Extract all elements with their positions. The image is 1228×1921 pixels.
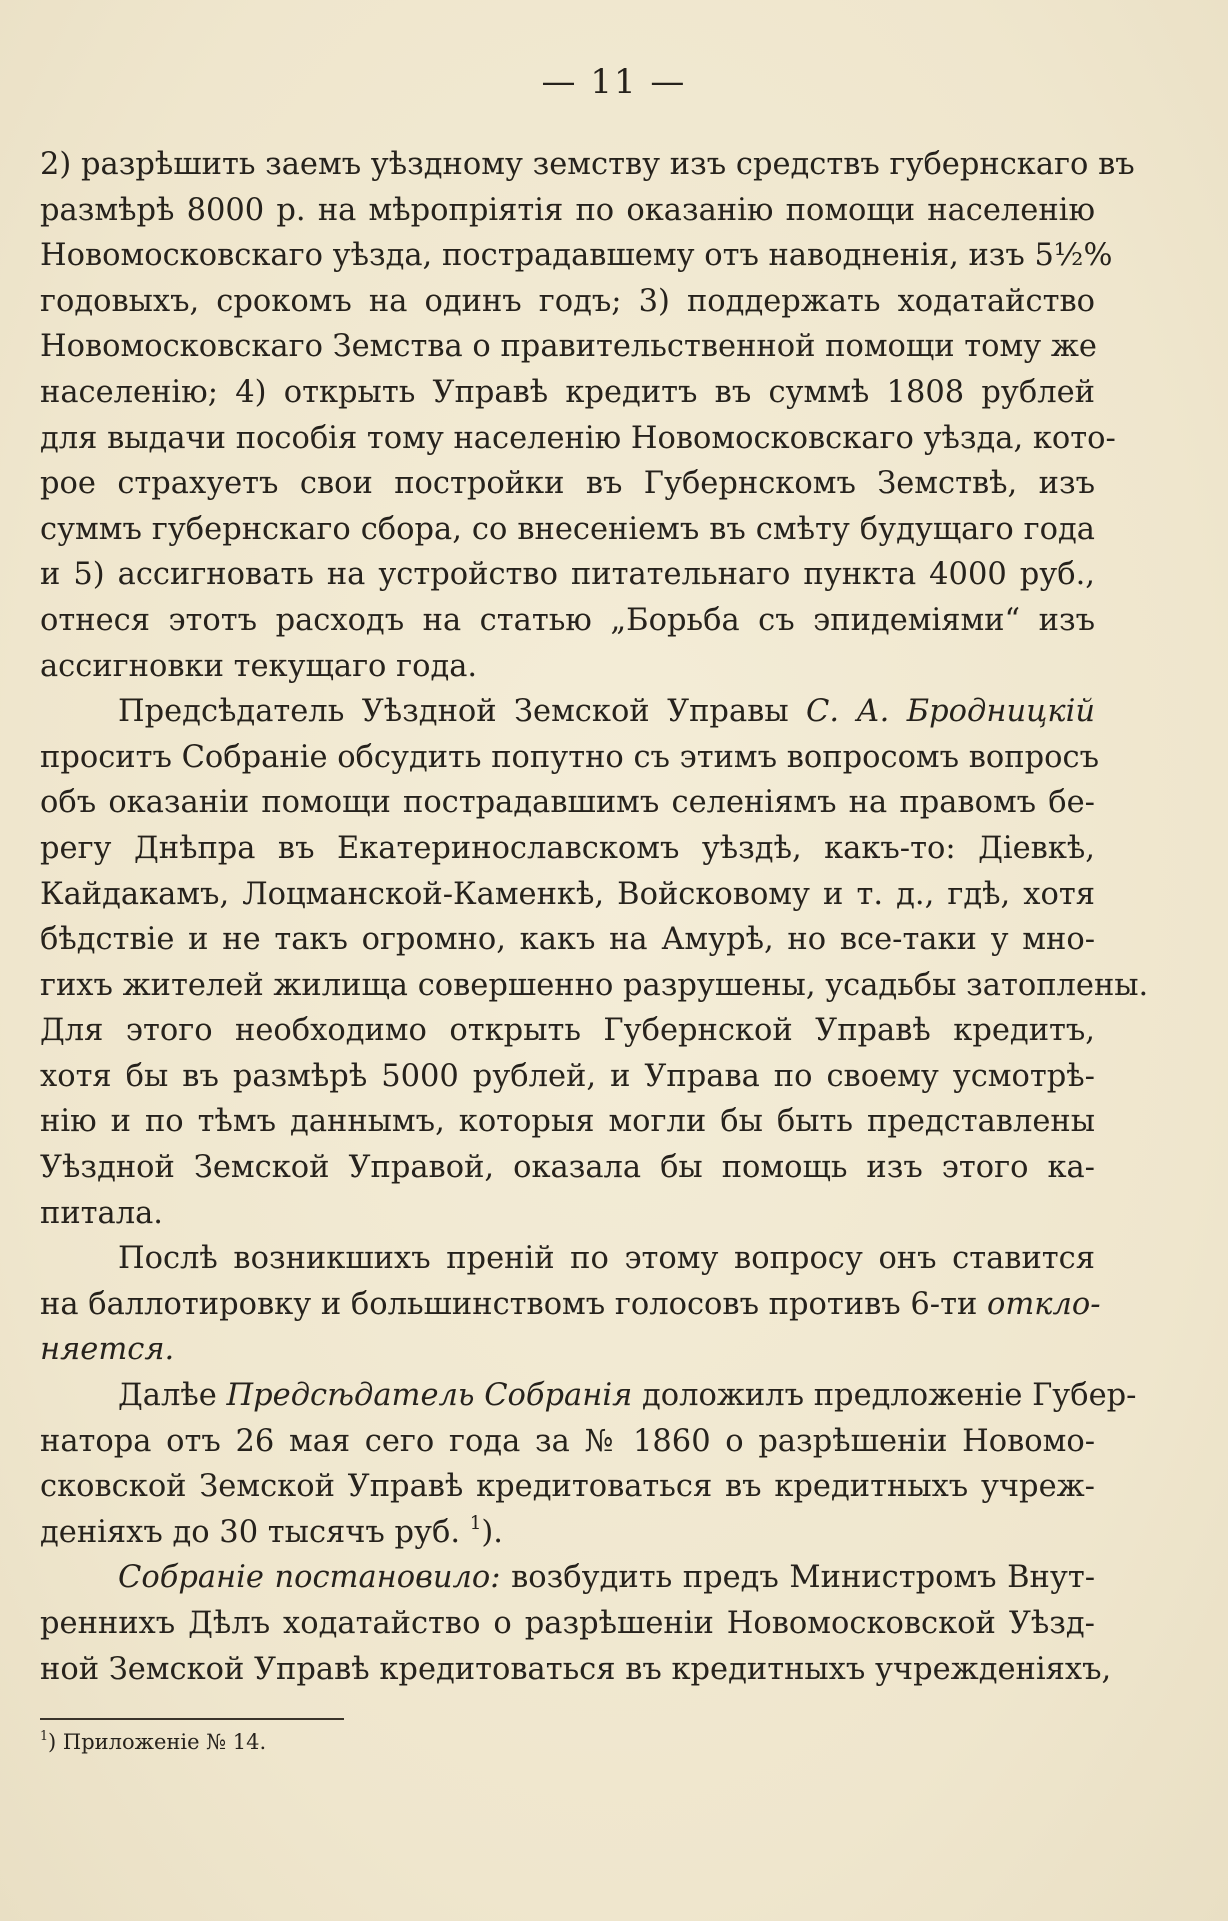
text-run: ).	[481, 1514, 504, 1550]
text-run: Далѣе	[118, 1378, 217, 1414]
text-run: возбудить предъ Министромъ Внут-	[511, 1560, 1095, 1596]
text-line	[40, 1282, 1101, 1328]
text-line: хотя бы въ размѣрѣ 5000 рублей, и Управа по своему усмотрѣ-	[40, 1058, 1095, 1094]
text-line: нію и по тѣмъ даннымъ, которыя могли бы быть представлены	[40, 1104, 1095, 1140]
text-line: годовыхъ, срокомъ на одинъ годъ; 3) поддержать ходатайство	[40, 283, 1095, 319]
text-line: объ оказаніи помощи пострадавшимъ селеніямъ на правомъ бе-	[40, 785, 1095, 821]
text-line: Новомосковскаго Земства о правительственной помощи тому же	[40, 329, 1097, 365]
footnote-reference: 1	[469, 1513, 482, 1535]
text-line: проситъ Собраніе обсудить попутно съ этимъ вопросомъ вопросъ	[40, 739, 1099, 775]
text-line: Для этого необходимо открыть Губернской Управѣ кредитъ,	[40, 1013, 1095, 1049]
footnote-marker: 1	[40, 1728, 49, 1744]
text-line: размѣрѣ 8000 р. на мѣропріятія по оказанію помощи населенію	[40, 192, 1095, 228]
text-line: натора отъ 26 мая сего года за № 1860 о разрѣшеніи Новомо-	[40, 1423, 1095, 1459]
footnote-divider	[40, 1718, 344, 1720]
text-line: сковской Земской Управѣ кредитоваться въ кредитныхъ учреж-	[40, 1469, 1095, 1505]
text-line: 2) разрѣшить заемъ уѣздному земству изъ средствъ губернскаго въ	[40, 147, 1135, 182]
text-line: няется.	[40, 1332, 175, 1368]
text-line: Кайдакамъ, Лоцманской-Каменкѣ, Войсковому и т. д., гдѣ, хотя	[40, 876, 1095, 912]
italic-run: Предсѣдатель Собранія	[226, 1378, 633, 1414]
text-line: гихъ жителей жилища совершенно разрушены, усадьбы затоплены.	[40, 967, 1149, 1003]
text-line: для выдачи пособія тому населенію Новомосковскаго уѣзда, кото-	[40, 420, 1116, 456]
paragraph-start-line	[40, 1555, 1095, 1601]
italic-name: С. А. Бродницкій	[806, 694, 1095, 730]
text-line: Уѣздной Земской Управой, оказала бы помощь изъ этого ка-	[40, 1150, 1095, 1186]
text-line: регу Днѣпра въ Екатеринославскомъ уѣздѣ, какъ-то: Діевкѣ,	[40, 830, 1095, 866]
text-line: бѣдствіе и не такъ огромно, какъ на Амурѣ, но все-таки у мно-	[40, 922, 1095, 958]
paragraph-start-line	[40, 1373, 1137, 1419]
text-line	[40, 1510, 1095, 1556]
body-text	[40, 142, 1149, 1692]
italic-run: откло-	[986, 1286, 1101, 1322]
footnote	[40, 1727, 266, 1757]
paragraph-start-line: Послѣ возникшихъ преній по этому вопросу онъ ставится	[118, 1241, 1095, 1277]
text-line: отнеся этотъ расходъ на статью „Борьба съ эпидеміями“ изъ	[40, 602, 1095, 638]
text-line: рое страхуетъ свои постройки въ Губернскомъ Земствѣ, изъ	[40, 466, 1095, 502]
text-line: Новомосковскаго уѣзда, пострадавшему отъ наводненія, изъ 5½%	[40, 238, 1113, 274]
text-line: суммъ губернскаго сбора, со внесеніемъ въ смѣту будущаго года	[40, 511, 1095, 547]
text-run: доложилъ предложеніе Губер-	[641, 1378, 1137, 1414]
text-line: ной Земской Управѣ кредитоваться въ кредитныхъ учрежденіяхъ,	[40, 1651, 1112, 1687]
text-line: и 5) ассигновать на устройство питательнаго пункта 4000 руб.,	[40, 557, 1095, 593]
text-run: Предсѣдатель Уѣздной Земской Управы	[118, 694, 789, 730]
text-line: населенію; 4) открыть Управѣ кредитъ въ суммѣ 1808 рублей	[40, 374, 1095, 410]
text-line: питала.	[40, 1195, 163, 1231]
italic-run: Собраніе постановило:	[118, 1560, 501, 1596]
page-number: — 11 —	[541, 62, 687, 102]
text-run: деніяхъ до 30 тысячъ руб.	[40, 1514, 461, 1550]
text-line: ассигновки текущаго года.	[40, 648, 478, 684]
text-run: на баллотировку и большинствомъ голосовъ противъ 6-ти	[40, 1286, 978, 1322]
footnote-text: ) Приложеніе № 14.	[48, 1730, 267, 1754]
paragraph-start-line	[40, 689, 1095, 735]
text-line: реннихъ Дѣлъ ходатайство о разрѣшеніи Новомосковской Уѣзд-	[40, 1606, 1095, 1641]
